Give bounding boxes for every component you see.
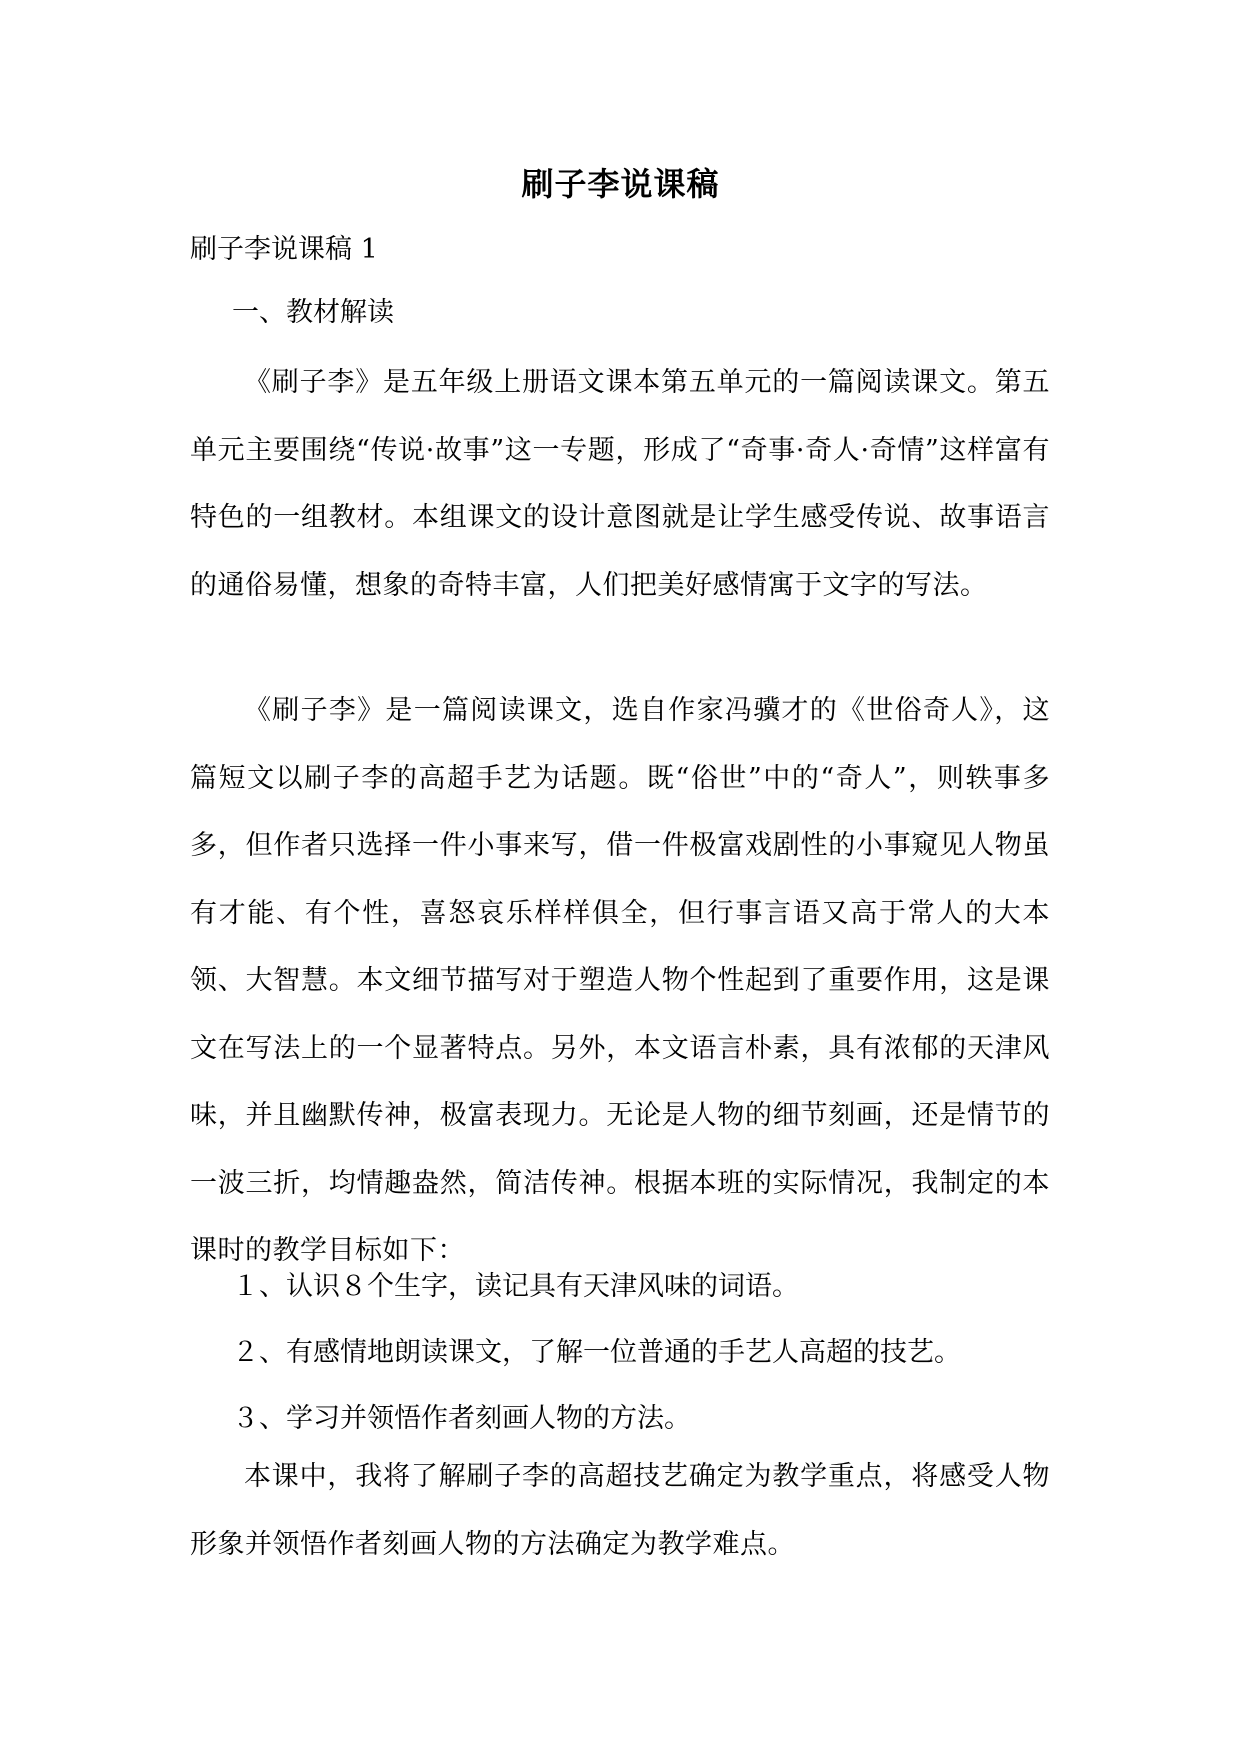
paragraph-analysis: 《刷子李》是一篇阅读课文，选自作家冯骥才的《世俗奇人》，这篇短文以刷子李的高超手艺为话题。既“俗世”中的“奇人”，则轶事多多，但作者只选择一件小事来写，借一件极富戏剧性的小事窥见人物虽有才能、有个性，喜怒哀乐样样俱全，但行事言语又高于常人的大本领、大智慧。本文细节描写对于塑造人物个性起到了重要作用，这是课文在写法上的一个显著特点。另外，本文语言朴素，具有浓郁的天津风味，并且幽默传神，极富表现力。无论是人物的细节刻画，还是情节的一波三折，均情趣盎然，简洁传神。根据本班的实际情况，我制定的本课时的教学目标如下： bbox=[190, 695, 1050, 1266]
goal-item-2: ２、有感情地朗读课文，了解一位普通的手艺人高超的技艺。 bbox=[232, 1337, 961, 1368]
goal-item-1: １、认识８个生字，读记具有天津风味的词语。 bbox=[232, 1271, 799, 1302]
section-label: 刷子李说课稿 1 bbox=[190, 234, 378, 265]
section-heading: 一、教材解读 bbox=[232, 297, 394, 328]
document-title: 刷子李说课稿 bbox=[521, 165, 720, 203]
paragraph-intro: 《刷子李》是五年级上册语文课本第五单元的一篇阅读课文。第五单元主要围绕“传说·故事”这一专题，形成了“奇事·奇人·奇情”这样富有特色的一组教材。本组课文的设计意图就是让学生感受传说、故事语言的通俗易懂，想象的奇特丰富，人们把美好感情寓于文字的写法。 bbox=[190, 367, 1050, 601]
paragraph-closing: 本课中，我将了解刷子李的高超技艺确定为教学重点，将感受人物形象并领悟作者刻画人物的方法确定为教学难点。 bbox=[190, 1461, 1050, 1560]
goal-item-3: ３、学习并领悟作者刻画人物的方法。 bbox=[232, 1403, 691, 1434]
